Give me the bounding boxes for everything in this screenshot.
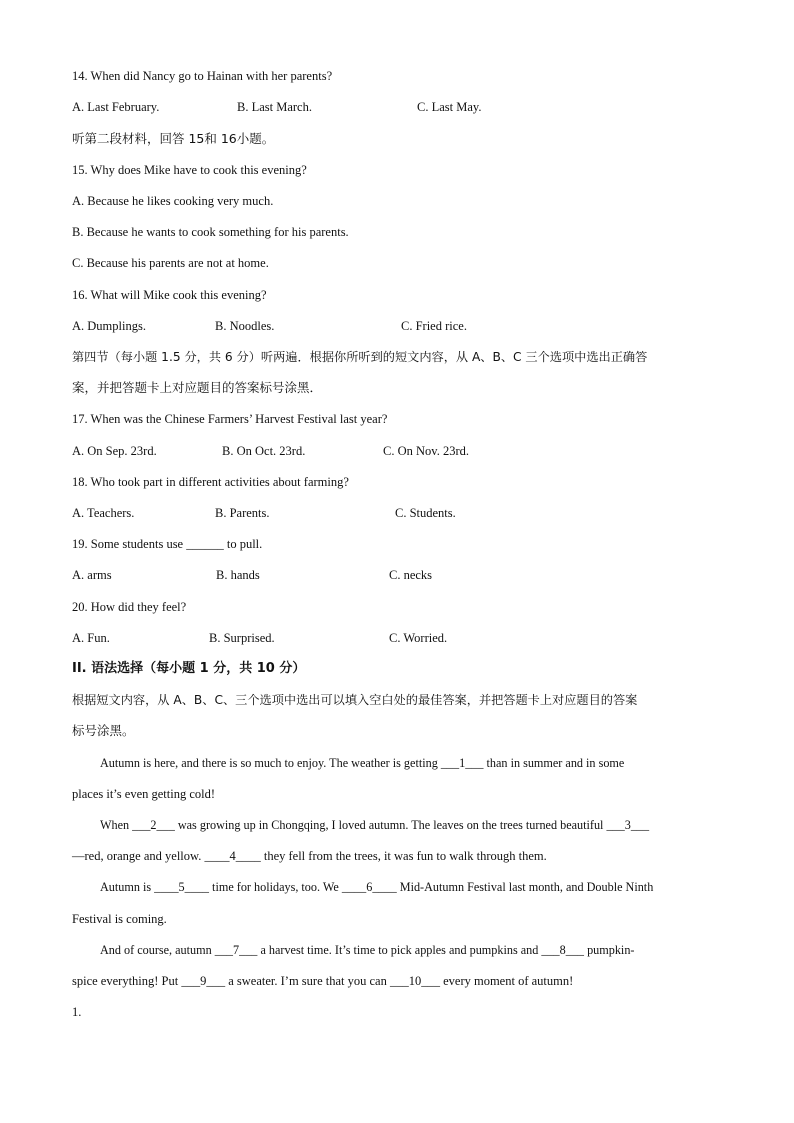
passage-paragraph-1-line-1: Autumn is here, and there is so much to enjoy. The weather is getting ___1___ than in summer and in some xyxy=(100,756,625,770)
passage-paragraph-2-line-1: When ___2___ was growing up in Chongqing, I loved autumn. The leaves on the trees turned beautiful ___3___ xyxy=(100,818,650,832)
question-20-option-b: B. Surprised. xyxy=(209,631,275,645)
question-19-option-a: A. arms xyxy=(72,568,112,582)
part-4-instruction-line-1: 第四节（每小题 1.5 分，共 6 分）听两遍．根据你所听到的短文内容，从 A、B、C 三个选项中选出正确答 xyxy=(72,350,648,364)
question-18-stem: 18. Who took part in different activities about farming? xyxy=(72,475,349,489)
question-16-option-a: A. Dumplings. xyxy=(72,319,146,333)
grammar-instruction-line-1: 根据短文内容，从 A、B、C、三个选项中选出可以填入空白处的最佳答案，并把答题卡上对应题目的答案 xyxy=(72,693,638,707)
question-15-option-a: A. Because he likes cooking very much. xyxy=(72,194,274,208)
question-16-option-b: B. Noodles. xyxy=(215,319,275,333)
question-14-option-c: C. Last May. xyxy=(417,100,482,114)
question-15-option-b: B. Because he wants to cook something for his parents. xyxy=(72,225,349,239)
grammar-instruction-line-2: 标号涂黑。 xyxy=(72,723,135,738)
section-2-intro: 听第二段材料，回答 15和 16小题。 xyxy=(72,131,275,146)
passage-paragraph-1-line-2: places it’s even getting cold! xyxy=(72,787,216,801)
passage-paragraph-2-line-2: —red, orange and yellow. ____4____ they fell from the trees, it was fun to walk through them. xyxy=(72,849,547,863)
question-14-stem: 14. When did Nancy go to Hainan with her parents? xyxy=(72,69,333,83)
question-15-stem: 15. Why does Mike have to cook this evening? xyxy=(72,163,307,177)
passage-paragraph-4-line-1: And of course, autumn ___7___ a harvest time. It’s time to pick apples and pumpkins and ___8___ pumpkin- xyxy=(100,943,635,957)
question-15-option-c: C. Because his parents are not at home. xyxy=(72,256,269,270)
question-17-stem: 17. When was the Chinese Farmers’ Harvest Festival last year? xyxy=(72,412,388,426)
question-14-option-a: A. Last February. xyxy=(72,100,160,114)
passage-paragraph-3-line-1: Autumn is ____5____ time for holidays, too. We ____6____ Mid-Autumn Festival last month, and Double Ninth xyxy=(100,880,654,894)
question-20-option-a: A. Fun. xyxy=(72,631,110,645)
grammar-section-heading: II. 语法选择（每小题 1 分，共 10 分） xyxy=(72,661,306,676)
question-18-option-a: A. Teachers. xyxy=(72,506,135,520)
question-19-option-b: B. hands xyxy=(216,568,260,582)
question-17-option-b: B. On Oct. 23rd. xyxy=(222,444,306,458)
passage-paragraph-4-line-2: spice everything! Put ___9___ a sweater. I’m sure that you can ___10___ every moment of autumn! xyxy=(72,974,574,988)
question-20-stem: 20. How did they feel? xyxy=(72,600,187,614)
question-18-option-b: B. Parents. xyxy=(215,506,270,520)
question-17-option-c: C. On Nov. 23rd. xyxy=(383,444,469,458)
question-16-option-c: C. Fried rice. xyxy=(401,319,467,333)
part-4-instruction-line-2: 案，并把答题卡上对应题目的答案标号涂黑． xyxy=(72,380,323,395)
question-14-option-b: B. Last March. xyxy=(237,100,312,114)
question-18-option-c: C. Students. xyxy=(395,506,456,520)
passage-paragraph-3-line-2: Festival is coming. xyxy=(72,912,167,926)
question-16-stem: 16. What will Mike cook this evening? xyxy=(72,288,267,302)
answer-1-label: 1. xyxy=(72,1005,82,1019)
question-20-option-c: C. Worried. xyxy=(389,631,448,645)
question-19-stem: 19. Some students use ______ to pull. xyxy=(72,537,263,551)
question-17-option-a: A. On Sep. 23rd. xyxy=(72,444,157,458)
question-19-option-c: C. necks xyxy=(389,568,433,582)
